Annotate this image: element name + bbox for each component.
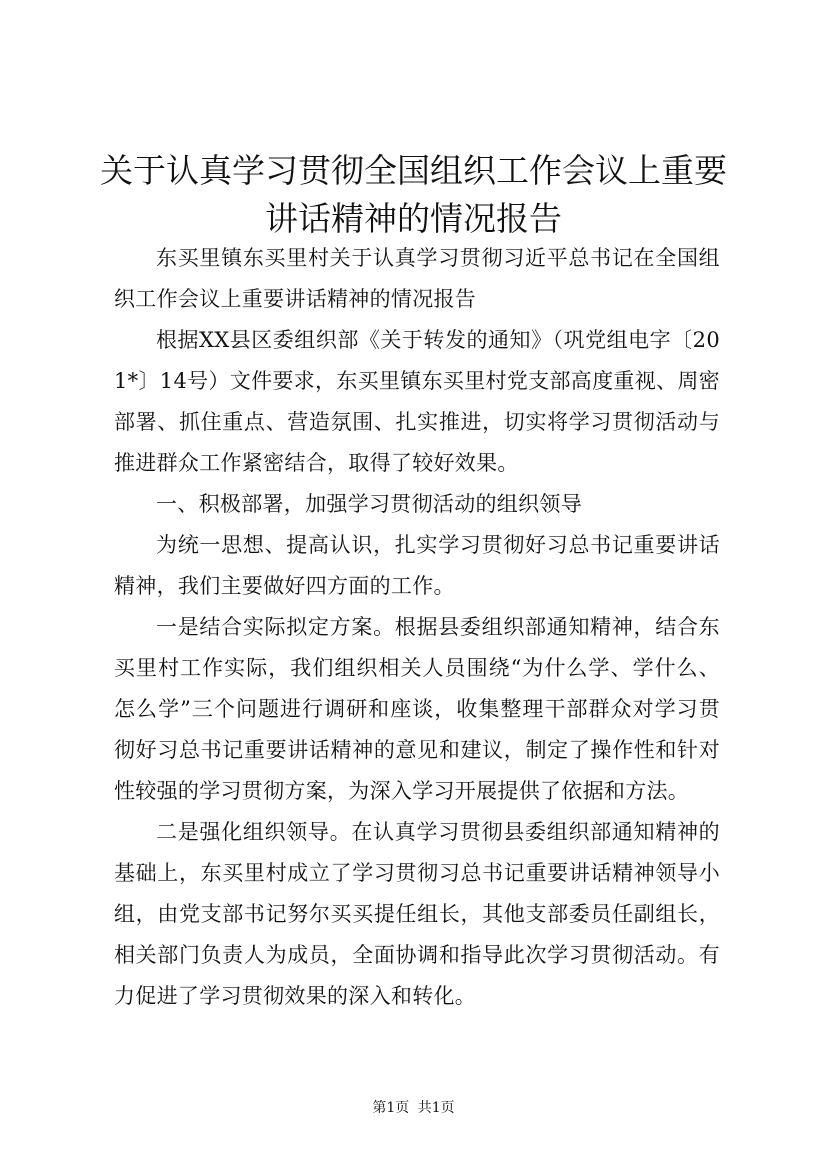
document-body — [114, 238, 720, 1017]
paragraph-leadership: 二是强化组织领导。在认真学习贯彻县委组织部通知精神的基础上，东买里村成立了学习贯彻习总书记重要讲话精神领导小组，由党支部书记努尔买买提任组长，其他支部委员任副组长，相关部门负责人为成员，全面协调和指导此次学习贯彻活动。有力促进了学习贯彻效果的深入和转化。 — [114, 820, 720, 1008]
paragraph-subtitle: 东买里镇东买里村关于认真学习贯彻习近平总书记在全国组织工作会议上重要讲话精神的情况报告 — [114, 246, 720, 311]
page-number: 第1页 — [372, 1100, 410, 1116]
paragraph-background: 根据XX县区委组织部《关于转发的通知》（巩党组电字〔201*〕14号）文件要求，东买里镇东买里村党支部高度重视、周密部署、抓住重点、营造氛围、扎实推进，切实将学习贯彻活动与推进群众工作紧密结合，取得了较好效果。 — [114, 328, 720, 475]
section-heading-1: 一、积极部署，加强学习贯彻活动的组织领导 — [156, 492, 582, 516]
paragraph-plan: 一是结合实际拟定方案。根据县委组织部通知精神，结合东买里村工作实际，我们组织相关人员围绕“为什么学、学什么、怎么学”三个问题进行调研和座谈，收集整理干部群众对学习贯彻好习总书记重要讲话精神的意见和建议，制定了操作性和针对性较强的学习贯彻方案，为深入学习开展提供了依据和方法。 — [114, 615, 720, 803]
page-footer — [0, 1098, 827, 1118]
document-title: 关于认真学习贯彻全国组织工作会议上重要讲话精神的情况报告 — [100, 151, 727, 238]
page-total: 共1页 — [417, 1100, 455, 1116]
paragraph-overview: 为统一思想、提高认识，扎实学习贯彻好习总书记重要讲话精神，我们主要做好四方面的工作。 — [114, 533, 720, 598]
